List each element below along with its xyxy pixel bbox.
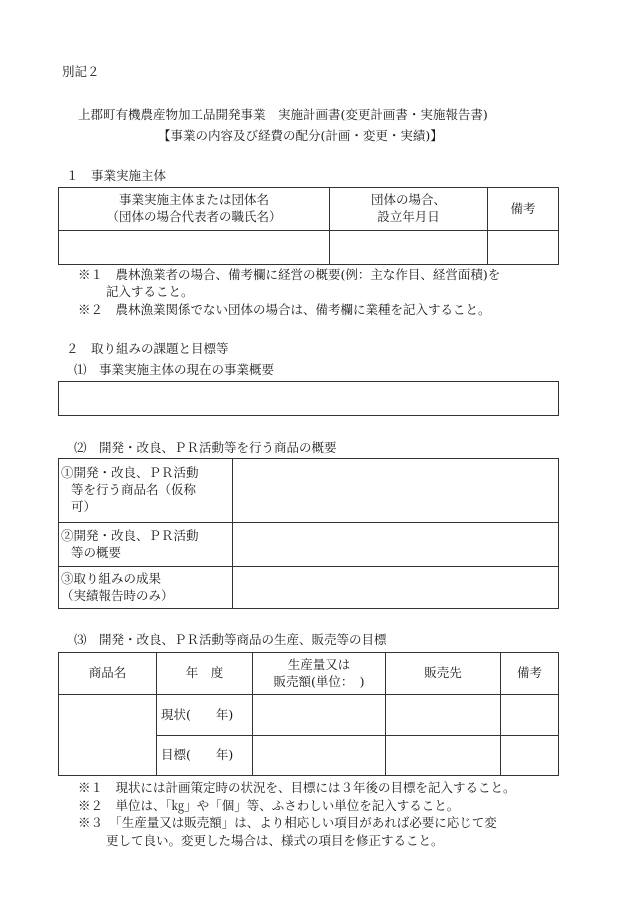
section2-note-3-cont: 更して良い。変更した場合は、様式の項目を修正すること。 [106,833,444,848]
current-remarks-cell[interactable] [501,695,559,736]
remarks-cell[interactable] [488,231,559,265]
activity-overview-label: ②開発・改良、ＰＲ活動 等の概要 [59,523,233,567]
established-date-cell[interactable] [330,231,488,265]
section2-sub3-heading: ⑶ 開発・改良、ＰＲ活動等商品の生産、販売等の目標 [74,632,387,647]
product-name-cell[interactable] [233,459,559,523]
buyer-header: 販売先 [386,653,501,695]
section2-sub2-heading: ⑵ 開発・改良、ＰＲ活動等を行う商品の概要 [74,440,337,455]
activity-overview-cell[interactable] [233,523,559,567]
remarks-header: 備考 [488,188,559,231]
document-subtitle: 【事業の内容及び経費の配分(計画・変更・実績)】 [158,128,443,143]
product-header: 商品名 [59,653,157,695]
section1-heading: １ 事業実施主体 [66,168,167,183]
document-title: 上郡町有機農産物加工品開発事業 実施計画書(変更計画書・実施報告書) [78,107,488,122]
product-cell[interactable] [59,695,157,776]
current-amount-cell[interactable] [253,695,386,736]
section1-note-1: ※１ 農林漁業者の場合、備考欄に経営の概要(例：主な作目、経営面積)を [78,267,501,282]
entity-name-header: 事業実施主体または団体名 （団体の場合代表者の職氏名） [59,188,330,231]
business-overview-box[interactable] [58,381,559,416]
results-label: ③取り組みの成果 （実績報告時のみ） [59,567,233,609]
section1-note-2: ※２ 農林漁業関係でない団体の場合は、備考欄に業種を記入すること。 [78,302,491,317]
target-remarks-cell[interactable] [501,736,559,776]
results-cell[interactable] [233,567,559,609]
target-year-label: 目標( 年) [157,736,253,776]
section2-note-1: ※１ 現状には計画策定時の状況を、目標には３年後の目標を記入すること。 [78,780,516,795]
product-overview-table [58,458,559,609]
entity-name-cell[interactable] [59,231,330,265]
annex-label: 別記２ [62,64,100,79]
section2-note-2: ※２ 単位は、「㎏」や「個」等、ふさわしい単位を記入すること。 [78,798,460,813]
section2-sub1-heading: ⑴ 事業実施主体の現在の事業概要 [74,362,275,377]
production-sales-target-table [58,652,559,776]
year-header: 年 度 [157,653,253,695]
amount-header: 生産量又は 販売額(単位： ) [253,653,386,695]
target-buyer-cell[interactable] [386,736,501,776]
target-amount-cell[interactable] [253,736,386,776]
remarks-header: 備考 [501,653,559,695]
current-year-label: 現状( 年) [157,695,253,736]
section1-note-1-cont: 記入すること。 [106,284,194,299]
section2-note-3: ※３ 「生産量又は販売額」は、より相応しい項目があれば必要に応じて変 [78,815,497,830]
established-date-header: 団体の場合、 設立年月日 [330,188,488,231]
product-name-label: ①開発・改良、ＰＲ活動 等を行う商品名（仮称 可） [59,459,233,523]
section2-heading: ２ 取り組みの課題と目標等 [66,341,229,356]
implementing-entity-table [58,187,559,265]
current-buyer-cell[interactable] [386,695,501,736]
